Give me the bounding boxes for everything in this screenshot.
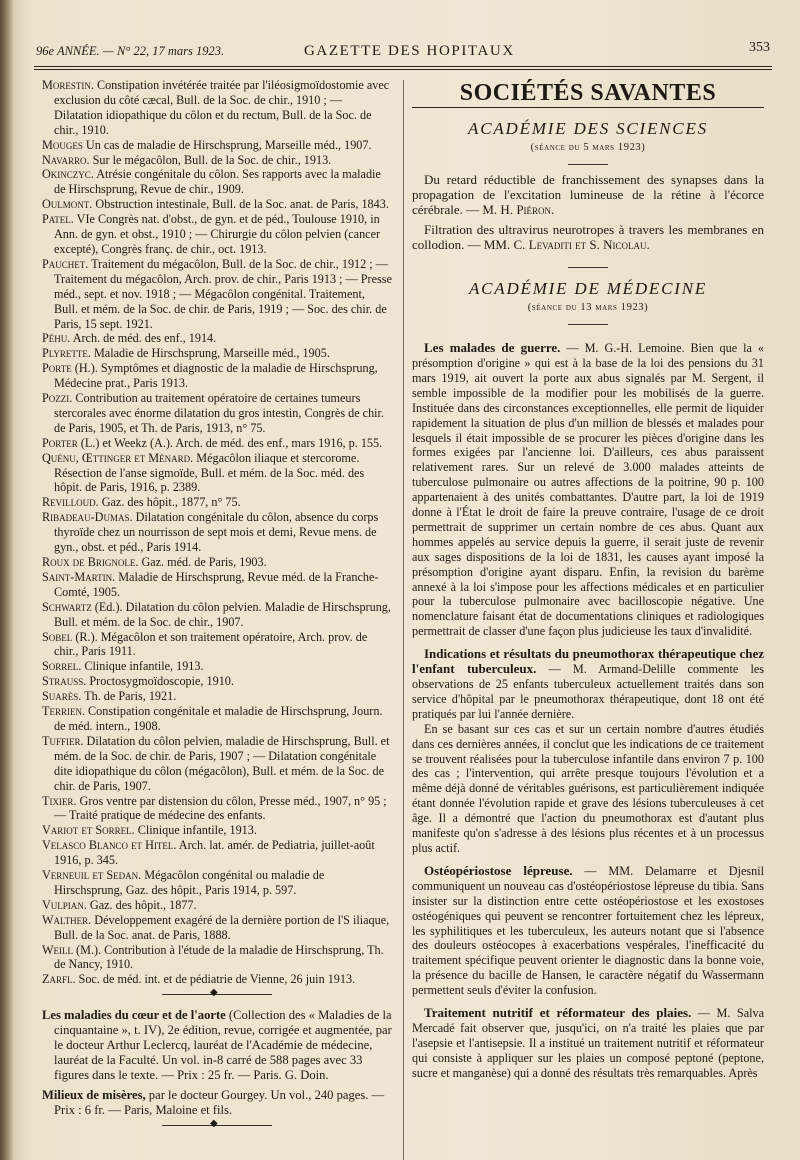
book-details: par le docteur Gourgey. Un vol., 240 pages. — Prix : 6 fr. — Paris, Maloine et fils. (54, 1087, 385, 1117)
reference-text: Gros ventre par distension du côlon, Presse méd., 1907, n° 95 ; — Traité pratique de médecine des enfants. (54, 793, 387, 823)
report-text: — M. G.-H. Lemoine. Bien que la « présomption d'origine » qui est à la base de la loi des pensions du 31 mars 1919, ait ouvert la porte aux abus signalés par M. Sergent, il semble impossible de la modifier pour les mobilisés de la guerre. Instituée dans des circonstances exceptionnelles, elle permit de liquider rapidement la situation de plus d'un million de blessés et malades pour lesquels il était impossible de se procurer les pièces d'origine dans les formes exigées par l'ancienne loi. D'ailleurs, ces abus paraissent relativement rares. Sur un relevé de 3.000 malades atteints de tuberculose pulmonaire ou autres affections de la poitrine, 90 p. 100 appartenaient à des unités combattantes. D'autre part, la loi de 1919 donne à l'État le droit de faire la preuve contraire, l'usage de ce droit permettrait de supprimer un certain nombre de ces abus. Quant aux hommes appelés au service depuis la guerre, il serait juste de revenir aux sages dispositions de la loi de 1831, les causes ayant imposé la présomption d'origine ayant disparu. Enfin, la revision du barème annexé à la loi s'impose pour les affections médicales et en particulier pour la tuberculose pulmonaire avec bacilloscopie négative. Une nomenclature faisant état de documentations cliniques et radiologiques permettrait de classer d'une façon plus judicieuse les taux d'invalidité. (412, 341, 764, 639)
reference-entry (42, 510, 392, 555)
reference-text: VIe Congrès nat. d'obst., de gyn. et de péd., Toulouse 1910, in Ann. de gyn. et obst., 1910 ; — Chirurgie du côlon pelvien (cancer excepté), Congrès franç. de chir., oct. 1913. (54, 212, 381, 256)
reference-text: Dilatation du côlon pelvien, maladie de Hirschsprung, Bull. et mém. de la Soc. de chir. de Paris, 1907 ; — Dilatation congénitale dite idiopathique du côlon (mégacôlon), Bull. et mém. de la Soc. de chir. de Paris, 1907. (54, 733, 390, 793)
academy-sciences-session: (séance du 5 mars 1923) (530, 141, 646, 153)
reference-author: Quénu, Œttinger et Ménard. (42, 450, 194, 465)
reference-author: Roux de Brignole. (42, 555, 139, 569)
book-notice (42, 1008, 392, 1083)
reference-text: Proctosygmoïdoscopie, 1910. (86, 674, 234, 689)
report-heading: Indications et résultats du pneumothorax thérapeutique chez l'enfant tuberculeux. (412, 646, 764, 677)
section-rule (412, 107, 764, 108)
report-text: — MM. Delamarre et Djesnil communiquent un nouveau cas d'ostéopériostose lépreuse du tibia. Sans insister sur la distinction entre cette ostéopériostose et les exostoses ostéogéniques qui peuvent se rencontrer fortuitement chez les lépreux, les syphilitiques et les tuberculeux, les auteurs notant que si l'absence des douleurs ostéocopes à exacerbations vespérales, l'inefficacité du traitement spécifique peuvent orienter le diagnostic dans la bonne voie, la présence du bacille de Hansen, le caractère négatif du Wassermann permettent seuls d'éviter la confusion. (412, 863, 764, 998)
reference-author: Navarro. (42, 152, 90, 167)
reference-author: Pauchet. (42, 256, 89, 271)
report-paragraph (412, 722, 764, 856)
reference-entry (42, 674, 392, 689)
reference-author: Saint-Martin. (42, 569, 116, 584)
page-number: 353 (749, 40, 770, 55)
reference-text: Constipation invétérée traitée par l'iléosigmoïdostomie avec exclusion du côté cæcal, Bull. de la Soc. de chir., 1910 ; — Dilatation idiopathique du côlon et du rectum, Bull. de la Soc. de chir., 1910. (54, 78, 390, 137)
reference-text: Mégacôlon congénital ou maladie de Hirschsprung, Gaz. des hôpit., Paris 1914, p. 597. (54, 868, 325, 897)
report-text: — M. Salva Mercadé fait observer que, jusqu'ici, on n'a traité les plaies que par l'asepsie et l'antisepsie. Il a institué un traitement nutritif et réformateur qui consiste à appliquer sur les plaies un composé peptoné (peptone, sucre et manganèse) qui a donné des résultats très remarquables. Après (412, 1006, 764, 1080)
book-notice (42, 1088, 392, 1118)
ornament-divider (42, 987, 392, 1003)
reference-entry (42, 734, 392, 794)
reference-text: Gaz. méd. de Paris, 1903. (138, 555, 267, 569)
reference-text: Développement exagéré de la dernière portion de l'S iliaque, Bull. de la Soc. anat. de Paris, 1888. (54, 912, 390, 942)
book-title: Les maladies du cœur et de l'aorte (42, 1008, 226, 1023)
communication-author: — MM. C. Levaditi et S. Nicolau. (464, 237, 650, 253)
reference-author: Verneuil et Sedan. (42, 868, 142, 883)
academy-sciences-title: ACADÉMIE DES SCIENCES (468, 118, 708, 138)
reference-text: (R.). Mégacôlon et son traitement opératoire, Arch. prov. de chir., Paris 1911. (54, 629, 368, 659)
book-notices (42, 1008, 392, 1117)
academy-medicine-session: (séance du 13 mars 1923) (527, 302, 649, 314)
reference-entry (42, 943, 392, 973)
reference-entry (42, 913, 392, 943)
reference-author: Mouges (42, 137, 83, 152)
reference-text: Maladie de Hirschsprung, Revue méd. de la Franche-Comté, 1905. (54, 569, 379, 599)
reference-text: Clinique infantile, 1913. (81, 659, 204, 674)
reference-author: Zarfl. (42, 972, 76, 987)
reference-entry (42, 689, 392, 704)
header-rule (34, 66, 772, 67)
reference-entry (42, 570, 392, 600)
reference-entry (42, 138, 392, 153)
reference-author: Porte (42, 361, 72, 376)
issue-info: 96e ANNÉE. — N° 22, 17 mars 1923. (36, 44, 225, 58)
report-text: — M. Armand-Delille commente les observations de 25 enfants tuberculeux actuellement traités dans son service d'hôpital par le pneumothorax thérapeutique, dont 18 ont été pratiqués par lui l'année dernière. (412, 662, 764, 721)
communication-author: — M. H. Piéron. (462, 201, 555, 217)
reference-author: Sorrel. (42, 659, 82, 674)
reference-author: Morestin. (42, 78, 94, 92)
report-text: En se basant sur ces cas et sur un certain nombre d'autres étudiés dans ces dernières années, il conclut que les indications de ce traitement se trouvent réalisées pour la tuberculose infantile dans environ 7 p. 100 des cas ; l'intervention, qui arrête presque toujours l'évolution et a même déjà donné de véritables guérisons, est particulièrement indiquée étant donnée l'évolution rapide et grave des lésions tuberculeuses à cet âge. Il a démontré que l'action du pneumothorax est d'autant plus manifeste qu'on s'adresse à des lésions plus récentes et à un processus plus actif. (412, 721, 764, 855)
reference-author: Schwartz (42, 599, 92, 614)
ornament-divider-bottom (42, 1118, 392, 1134)
reference-author: Porter (42, 435, 78, 450)
reference-entry (42, 153, 392, 168)
reference-text: Gaz. des hôpit., 1877. (86, 897, 197, 912)
reference-text: Maladie de Hirschsprung, Marseille méd., 1905. (90, 346, 330, 361)
reference-text: Sur le mégacôlon, Bull. de la Soc. de chir., 1913. (89, 152, 332, 167)
reference-entry (42, 898, 392, 913)
reference-entry (42, 391, 392, 436)
reference-author: Okinczyc. (42, 167, 94, 182)
reference-author: Patel. (42, 212, 74, 227)
reference-entry (42, 451, 392, 496)
reference-entry (42, 197, 392, 212)
communication-title: Du retard réductible de franchissement des synapses dans la propagation de l'excitation lumineuse de la rétine à l'écorce cérébrale. (412, 171, 764, 217)
reference-entry (42, 972, 392, 987)
academy-medicine-title: ACADÉMIE DE MÉDECINE (468, 279, 708, 299)
reference-text: Obstruction intestinale, Bull. de la Soc. anat. de Paris, 1843. (92, 197, 389, 212)
reference-author: Walther. (42, 912, 92, 927)
reference-entry (42, 257, 392, 332)
reference-author: Velasco Blanco et Hitel. (42, 838, 177, 853)
reference-author: Tixier. (42, 793, 77, 808)
reference-author: Pozzi. (42, 391, 73, 406)
reference-entry (42, 331, 392, 346)
reference-author: Suarès. (42, 689, 82, 704)
reference-entry (42, 346, 392, 361)
book-title: Milieux de misères, (42, 1087, 146, 1102)
reference-text: Mégacôlon iliaque et stercorome. Résection de l'anse sigmoïde, Bull. et mém. de la Soc. méd. des hôpit. de Paris, 1916, p. 2389. (54, 450, 365, 495)
reference-text: (L.) et Weekz (A.). Arch. de méd. des enf., mars 1916, p. 155. (77, 435, 383, 450)
reference-text: Constipation congénitale et maladie de Hirschsprung, Journ. de méd. intern., 1908. (54, 704, 383, 733)
reference-author: Péhu. (42, 331, 71, 346)
column-separator (403, 80, 404, 1160)
reference-entry (42, 659, 392, 674)
reference-entry (42, 212, 392, 257)
reference-author: Plyrette. (42, 346, 91, 361)
short-rule (568, 324, 608, 325)
book-details: (Collection des « Maladies de la cinquantaine », t. IV), 2e édition, revue, corrigée et augmentée, par le docteur Arthur Leclercq, lauréat de l'Académie de médecine, lauréat de la Faculté. Un vol. in-8 carré de 588 pages avec 33 figures dans le texte. — Prix : 25 fr. — Paris. G. Doin. (54, 1008, 392, 1082)
academy-medicine-reports (412, 333, 764, 1081)
reference-author: Variot et Sorrel. (42, 823, 135, 838)
reference-entry (42, 361, 392, 391)
reference-entry (42, 167, 392, 197)
report-paragraph (412, 864, 764, 998)
reference-entry (42, 823, 392, 838)
reference-entry (42, 838, 392, 868)
reference-text: Soc. de méd. int. et de pédiatrie de Vienne, 26 juin 1913. (75, 972, 356, 987)
reference-text: Arch. de méd. des enf., 1914. (70, 331, 217, 346)
reference-author: Tuffier. (42, 733, 84, 748)
reference-author: Strauss. (42, 674, 87, 689)
short-rule (568, 267, 608, 268)
reference-author: Terrien. (42, 704, 85, 719)
page-header (36, 40, 770, 66)
reference-author: Revilloud. (42, 495, 99, 510)
reference-text: Arch. lat. amér. de Pediatria, juillet-août 1916, p. 345. (54, 838, 375, 868)
reference-author: Vulpian. (42, 897, 87, 912)
short-rule (568, 164, 608, 165)
reference-entry (42, 600, 392, 630)
report-heading: Ostéopériostose lépreuse. (424, 862, 573, 878)
reference-text: (M.). Contribution à l'étude de la maladie de Hirschsprung, Th. de Nancy, 1910. (54, 942, 384, 972)
header-rule-double (34, 69, 772, 70)
reference-author: Sobel (42, 629, 73, 644)
reference-author: Ribadeau-Dumas. (42, 510, 133, 525)
communication-entry (412, 173, 764, 218)
reference-entry (42, 704, 392, 734)
reference-entry (42, 495, 392, 510)
reference-text: Traitement du mégacôlon, Bull. de la Soc. de chir., 1912 ; — Traitement du mégacôlon, Arch. prov. de chir., Paris 1913 ; — Presse méd., sept. et nov. 1918 ; — Mégacôlon congénital. Traitement, Bull. et mém. de la Soc. de chir. de Paris, 1919 ; — Soc. des chir. de Paris, 15 sept. 1921. (54, 256, 392, 331)
reference-text: Un cas de maladie de Hirschsprung, Marseille méd., 1907. (82, 137, 372, 152)
reference-text: Atrésie congénitale du côlon. Ses rapports avec la maladie de Hirschsprung, Revue de chir., 1909. (54, 167, 381, 197)
report-heading: Les malades de guerre. (424, 340, 561, 356)
reference-entry (42, 555, 392, 570)
reference-author: Weill (42, 942, 73, 957)
reference-entry (42, 630, 392, 660)
left-column (42, 78, 392, 1134)
reference-text: Gaz. des hôpit., 1877, n° 75. (98, 495, 241, 510)
report-heading: Traitement nutritif et réformateur des plaies. (424, 1005, 692, 1021)
reference-entry (42, 78, 392, 138)
report-paragraph (412, 647, 764, 722)
communication-title: Filtration des ultravirus neurotropes à travers les membranes en collodion. (412, 222, 764, 253)
right-column (412, 82, 764, 1081)
reference-author: Oulmont. (42, 197, 93, 212)
reference-text: (H.). Symptômes et diagnostic de la maladie de Hirschsprung, Médecine prat., Paris 1913. (54, 361, 378, 391)
journal-title: GAZETTE DES HOPITAUX (304, 43, 515, 59)
reference-text: (Ed.). Dilatation du côlon pelvien. Maladie de Hirschsprung, Bull. et mém. de la Soc. de chir., 1907. (54, 599, 391, 629)
reference-text: Clinique infantile, 1913. (134, 823, 257, 838)
reference-text: Th. de Paris, 1921. (81, 689, 177, 704)
reference-entry (42, 794, 392, 824)
reference-text: Dilatation congénitale du côlon, absence du corps thyroïde chez un nourrisson de sept mois et demi, Revue mens. de gyn., obst. et péd., Paris 1914. (54, 510, 379, 555)
report-paragraph (412, 1006, 764, 1081)
bibliography-list (42, 78, 392, 987)
report-paragraph (412, 341, 764, 639)
reference-text: Contribution au traitement opératoire de certaines tumeurs stercorales avec énorme dilatation du gros intestin, Congrès de chir. de Paris, 1905, et Th. de Paris, 1913, n° 75. (54, 391, 384, 435)
reference-entry (42, 868, 392, 898)
section-title: SOCIÉTÉS SAVANTES (459, 80, 717, 106)
reference-entry (42, 436, 392, 451)
academy-sciences-items (412, 173, 764, 254)
communication-entry (412, 223, 764, 253)
